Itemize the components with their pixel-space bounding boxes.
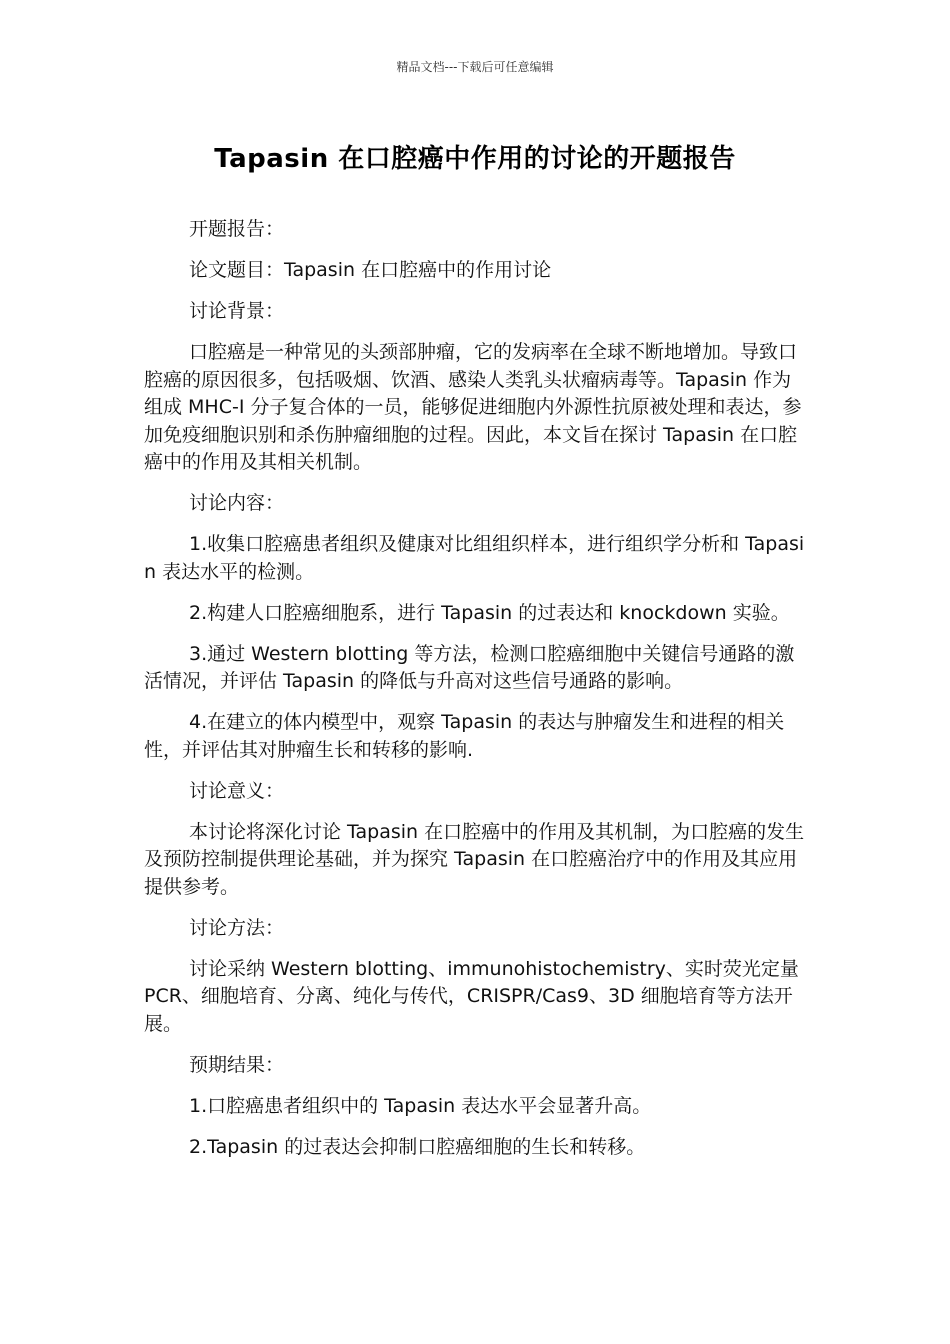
expected-result-1: 1.口腔癌患者组织中的 Tapasin 表达水平会显著升高。 — [189, 1094, 652, 1117]
thesis-topic-line: 论文题目：Tapasin 在口腔癌中的作用讨论 — [189, 259, 552, 281]
section-heading-significance: 讨论意义： — [189, 779, 285, 802]
content-item-4: 4.在建立的体内模型中，观察 Tapasin 的表达与肿瘤发生和进程的相关性，并评估其对肿瘤生长和转移的影响. — [144, 711, 785, 761]
content-item-1: 1.收集口腔癌患者组织及健康对比组组织样本，进行组织学分析和 Tapasin 表达水平的检测。 — [144, 533, 805, 583]
document-title: Tapasin 在口腔癌中作用的讨论的开题报告 — [214, 144, 736, 174]
methods-paragraph: 讨论采纳 Western blotting、immunohistochemistry、实时荧光定量 PCR、细胞培育、分离、纯化与传代，CRISPR/Cas9、3D 细胞培育等方法开展。 — [144, 957, 799, 1035]
section-heading-content: 讨论内容： — [189, 492, 285, 514]
section-label-proposal: 开题报告： — [189, 218, 285, 240]
page-header-note: 精品文档---下载后可任意编辑 — [396, 60, 554, 74]
section-heading-background: 讨论背景： — [189, 300, 285, 322]
document-body — [144, 216, 808, 1175]
significance-paragraph: 本讨论将深化讨论 Tapasin 在口腔癌中的作用及其机制，为口腔癌的发生及预防控制提供理论基础，并为探究 Tapasin 在口腔癌治疗中的作用及其应用提供参考。 — [144, 820, 805, 898]
section-heading-methods: 讨论方法： — [189, 916, 285, 939]
expected-result-2: 2.Tapasin 的过表达会抑制口腔癌细胞的生长和转移。 — [189, 1135, 646, 1158]
content-item-3: 3.通过 Western blotting 等方法，检测口腔癌细胞中关键信号通路的激活情况，并评估 Tapasin 的降低与升高对这些信号通路的影响。 — [144, 642, 795, 692]
background-paragraph: 口腔癌是一种常见的头颈部肿瘤，它的发病率在全球不断地增加。导致口腔癌的原因很多，包括吸烟、饮酒、感染人类乳头状瘤病毒等。Tapasin 作为组成 MHC-I 分子复合体的一员，能够促进细胞内外源性抗原被处理和表达，参加免疫细胞识别和杀伤肿瘤细胞的过程。因此，本文旨在探讨 Tapasin 在口腔癌中的作用及其相关机制。 — [144, 341, 802, 473]
content-item-2: 2.构建人口腔癌细胞系，进行 Tapasin 的过表达和 knockdown 实验。 — [189, 601, 790, 624]
section-heading-expected-results: 预期结果： — [189, 1053, 285, 1076]
